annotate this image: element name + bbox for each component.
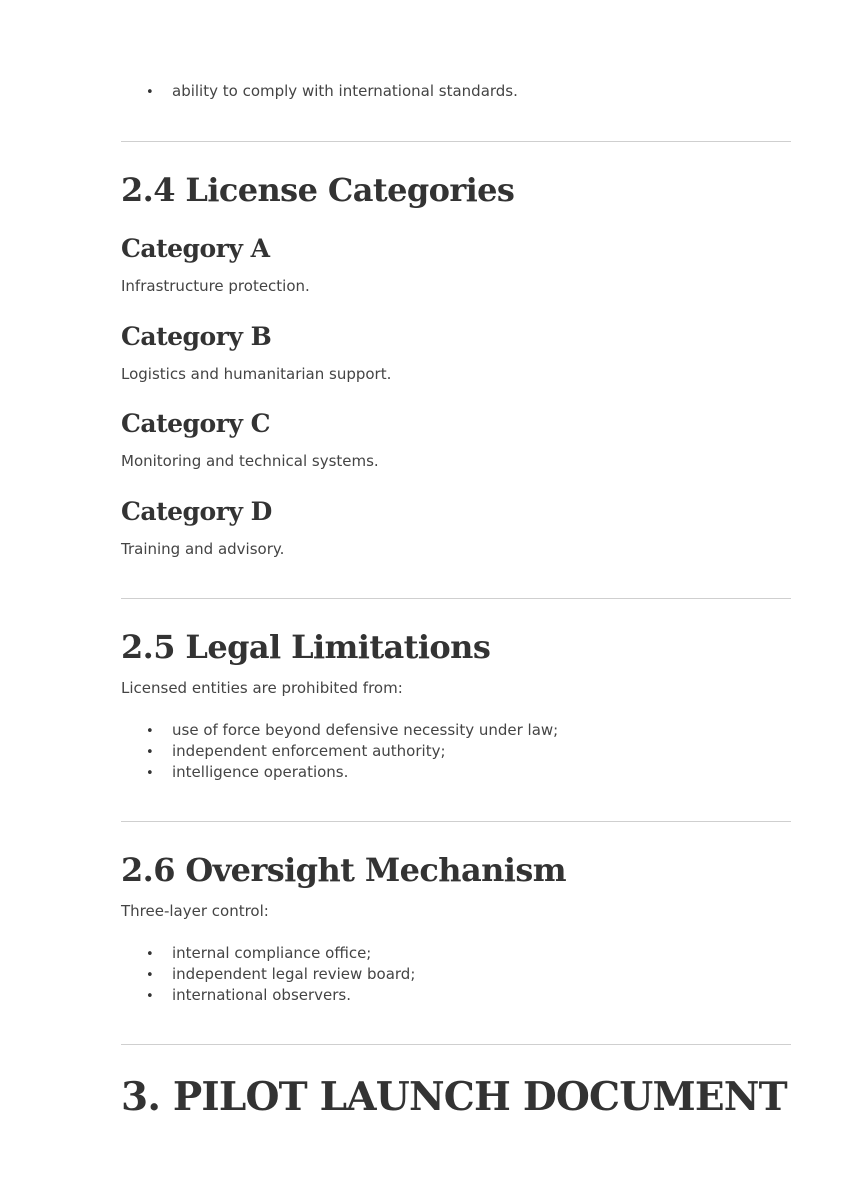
bullet-icon: • xyxy=(146,947,154,962)
section-divider xyxy=(121,141,791,142)
section-2-5-intro: Licensed entities are prohibited from: xyxy=(121,679,403,697)
chapter-heading-3: 3. PILOT LAUNCH DOCUMENT xyxy=(121,1074,787,1120)
list-item xyxy=(146,964,415,986)
list-item xyxy=(146,720,558,742)
bullet-icon: • xyxy=(146,85,154,100)
list-item-text: use of force beyond defensive necessity under law; xyxy=(172,721,559,739)
list-item-text: independent legal review board; xyxy=(172,965,416,983)
bullet-icon: • xyxy=(146,724,154,739)
list-item xyxy=(146,741,446,763)
section-heading-2-4: 2.4 License Categories xyxy=(121,171,515,209)
list-item xyxy=(146,81,518,103)
list-item-text: ability to comply with international standards. xyxy=(172,82,518,100)
section-divider xyxy=(121,598,791,599)
category-b-heading: Category B xyxy=(121,322,272,351)
bullet-icon: • xyxy=(146,766,154,781)
category-c-heading: Category C xyxy=(121,409,271,438)
list-item xyxy=(146,985,351,1007)
list-item xyxy=(146,943,371,965)
section-heading-2-5: 2.5 Legal Limitations xyxy=(121,628,491,666)
category-d-description: Training and advisory. xyxy=(121,540,285,558)
list-item-text: independent enforcement authority; xyxy=(172,742,446,760)
category-d-heading: Category D xyxy=(121,497,272,526)
list-item-text: internal compliance office; xyxy=(172,944,372,962)
category-b-description: Logistics and humanitarian support. xyxy=(121,365,392,383)
list-item-text: international observers. xyxy=(172,986,352,1004)
category-a-heading: Category A xyxy=(121,234,270,263)
section-2-6-intro: Three-layer control: xyxy=(121,902,269,920)
bullet-icon: • xyxy=(146,968,154,983)
section-divider xyxy=(121,1044,791,1045)
category-a-description: Infrastructure protection. xyxy=(121,277,310,295)
bullet-icon: • xyxy=(146,745,154,760)
section-heading-2-6: 2.6 Oversight Mechanism xyxy=(121,851,566,889)
category-c-description: Monitoring and technical systems. xyxy=(121,452,379,470)
bullet-icon: • xyxy=(146,989,154,1004)
section-divider xyxy=(121,821,791,822)
list-item-text: intelligence operations. xyxy=(172,763,349,781)
list-item xyxy=(146,762,348,784)
